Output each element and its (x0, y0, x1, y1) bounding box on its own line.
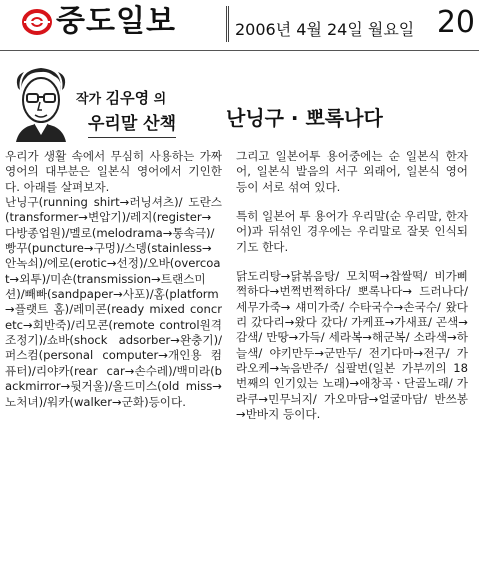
author-caricature-icon (8, 62, 74, 142)
columnist-header (8, 62, 218, 144)
paragraph: 닭도리탕→닭볶음탕/ 모치떡→찹쌀떡/ 비가삐쩍하다→번쩍번쩍하다/ 뽀록나다→ 드러나다/ 세무가죽→ 섀미가죽/ 수타국수→손국수/ 왔다리 갔다리→왔다 갔다/ 가케표→가새표/ 곤색→감색/ 만땅→가득/ 세라복→해군복/ 소라색→하늘색/ 야키만두→군만두/ 전기다마→전구/ 가라오케→녹음반주/ 십팔번(일본 가부끼의 18번째의 인기있는 노래)→애창곡ㆍ단골노래/ 가라쿠→민무늬지/ 가오마담→얼굴마담/ 반쓰봉→반바지 등이다. (236, 269, 468, 422)
paragraph: 그리고 일본어투 용어중에는 순 일본식 한자어, 일본식 발음의 서구 외래어, 일본식 영어 등이 서로 섞여 있다. (236, 149, 468, 194)
newspaper-name: 중도일보 (56, 4, 176, 39)
article-column-left (5, 149, 222, 549)
author-name: 김우영 (105, 89, 150, 107)
paragraph: 특히 일본어 투 용어가 우리말(순 우리말, 한자어)과 뒤섞인 경우에는 우리말로 잘못 인식되기도 한다. (236, 209, 468, 254)
page-number: 20 (436, 5, 475, 40)
article-headline: 난닝구 · 뽀록나다 (226, 106, 383, 130)
paragraph: 난닝구(running shirt→러닝셔츠)/ 도란스(transformer→변압기)/레지(register→다방종업원)/멜로(melodrama→통속극)/빵꾸(puncture→구멍)/스뎅(stainless→안녹쇠)/에로(erotic→선정)/오바(overcoat→외투)/미숀(transmission→트랜스미션)/빼빠(sandpaper→사포)/홈(platform→플랫트 홈)/레미콘(ready mixed concretc→회반죽)/리모콘(remote control원격조정기)/쇼바(shock adsorber→완충기)/ 퍼스컴(personal computer→개인용 컴퓨터)/리야카(rear car→손수레)/백미라(backmirror→뒷거울)/올드미스(old miss→노처녀)/워카(walker→군화)등이다. (5, 195, 222, 409)
series-title: 우리말 산책 (88, 109, 176, 138)
masthead (0, 0, 479, 51)
author-byline (76, 87, 166, 108)
paragraph: 우리가 생활 속에서 무심히 사용하는 가짜 영어의 대부분은 일본식 영어에서 기인한다. 아래를 살펴보자. (5, 149, 222, 194)
red-ring-logo-icon (22, 9, 52, 35)
author-prefix: 작가 (76, 92, 102, 107)
issue-date: 2006년 4월 24일 월요일 (235, 20, 415, 39)
date-box (226, 6, 477, 42)
author-suffix: 의 (153, 92, 167, 107)
article-column-right (236, 149, 468, 554)
